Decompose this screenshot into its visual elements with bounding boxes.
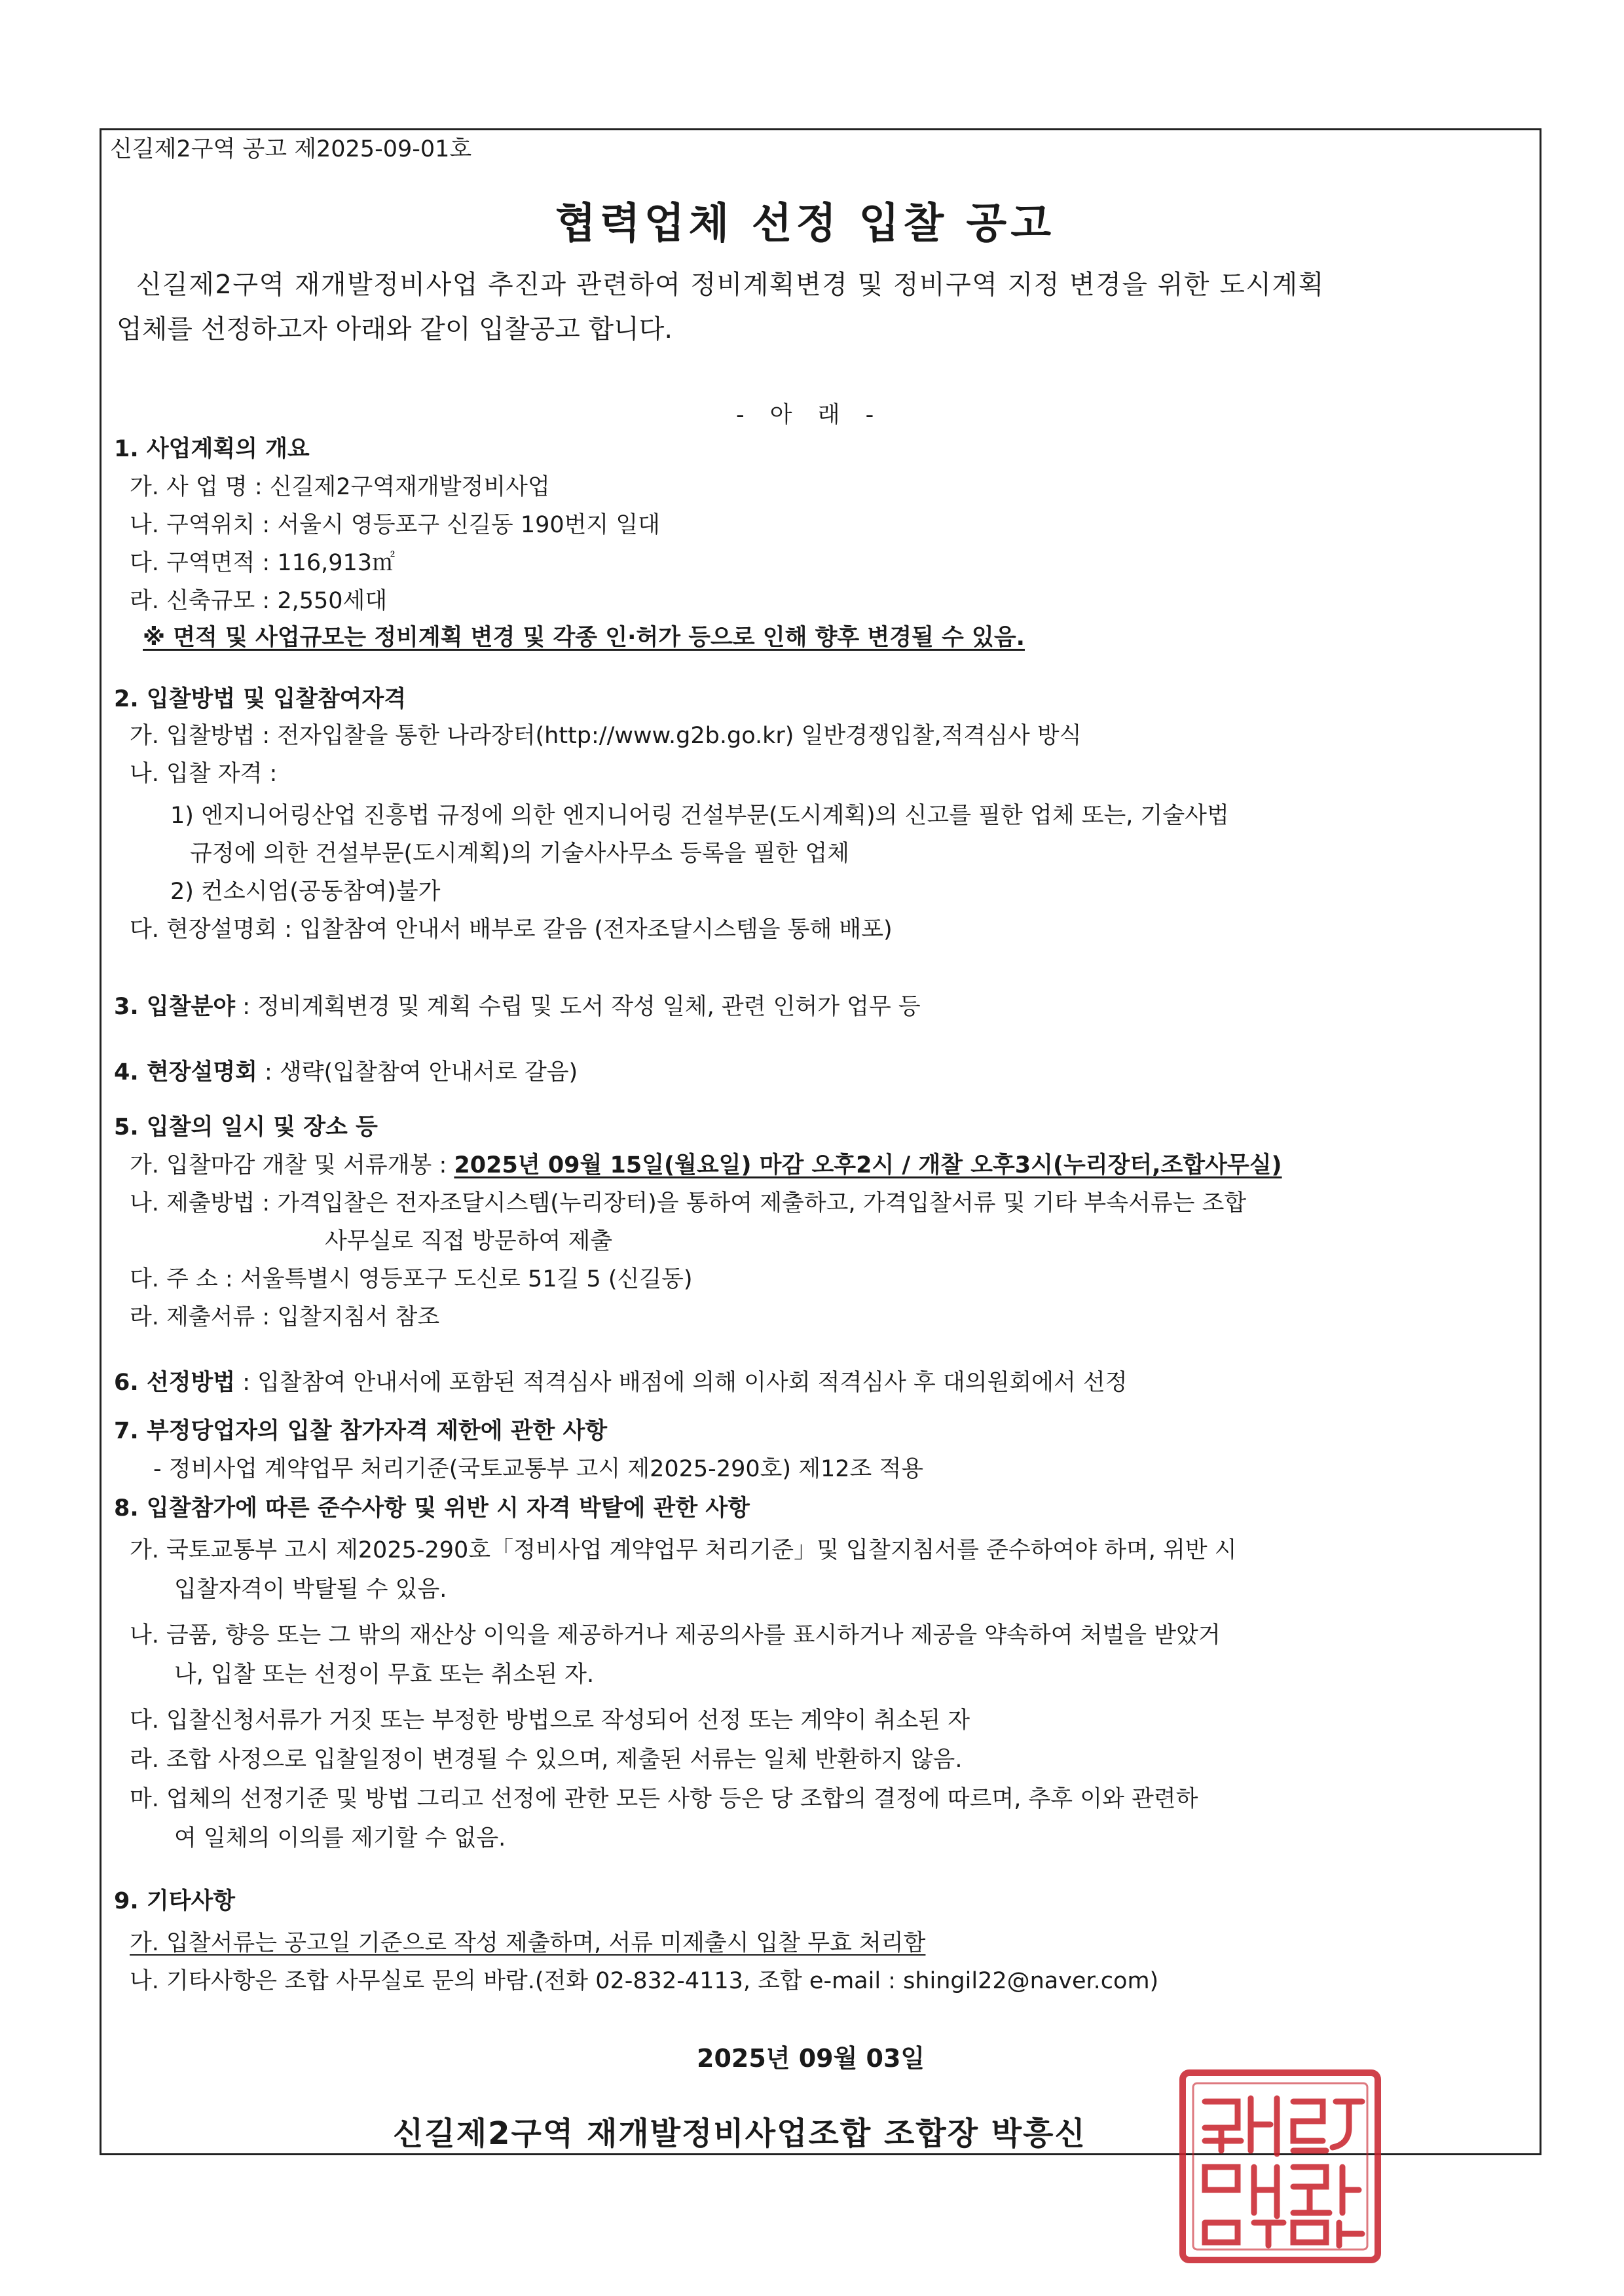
s8-item-na-line-2: 나, 입찰 또는 선정이 무효 또는 취소된 자.: [174, 1662, 595, 1688]
s1-note: ※ 면적 및 사업규모는 정비계획 변경 및 각종 인·허가 등으로 인해 향후 변경될 수 있음.: [143, 625, 1025, 651]
section-4-heading: 4. 현장설명회: [114, 1059, 257, 1085]
s8-item-ga-line-2: 입찰자격이 박탈될 수 있음.: [174, 1576, 447, 1603]
s9-item-na: 나. 기타사항은 조합 사무실로 문의 바람.(전화 02-832-4113, 조합 e-mail : shingil22@naver.com): [130, 1968, 1159, 1994]
section-3-body: : 정비계획변경 및 계획 수립 및 도서 작성 일체, 관련 인허가 업무 등: [235, 994, 921, 1020]
s1-scale: 라. 신축규모 : 2,550세대: [130, 588, 388, 614]
s9-item-ga: 가. 입찰서류는 공고일 기준으로 작성 제출하며, 서류 미제출시 입찰 무효 처리함: [130, 1930, 926, 1956]
s2-qualification-2: 2) 컨소시엄(공동참여)불가: [170, 879, 441, 905]
s2-qualification-1-line-2: 규정에 의한 건설부문(도시계획)의 기술사사무소 등록을 필한 업체: [190, 841, 849, 867]
section-5-heading: 5. 입찰의 일시 및 장소 등: [114, 1114, 378, 1140]
s2-method: 가. 입찰방법 : 전자입찰을 통한 나라장터(http://www.g2b.go.kr) 일반경쟁입찰,적격심사 방식: [130, 723, 1082, 749]
s5-deadline: [130, 1150, 1282, 1181]
section-6: [114, 1367, 1128, 1398]
s8-item-ma-line-1: 마. 업체의 선정기준 및 방법 그리고 선정에 관한 모든 사항 등은 당 조합의 결정에 따르며, 추후 이와 관련하: [130, 1786, 1198, 1812]
section-6-heading: 6. 선정방법: [114, 1370, 236, 1396]
s5-deadline-value: 2025년 09월 15일(월요일) 마감 오후2시 / 개찰 오후3시(누리장터,조합사무실): [454, 1152, 1282, 1178]
s5-deadline-label: 가. 입찰마감 개찰 및 서류개봉 :: [130, 1152, 454, 1178]
s5-submission-line-2: 사무실로 직접 방문하여 제출: [325, 1228, 613, 1254]
s2-qualification-label: 나. 입찰 자격 :: [130, 761, 278, 787]
intro-line-1: 신길제2구역 재개발정비사업 추진과 관련하여 정비계획변경 및 정비구역 지정 변경을 위한 도시계획: [136, 270, 1325, 300]
section-1-heading: 1. 사업계획의 개요: [114, 436, 310, 462]
section-2-heading: 2. 입찰방법 및 입찰참여자격: [114, 686, 407, 712]
s1-project-name: 가. 사 업 명 : 신길제2구역재개발정비사업: [130, 474, 550, 500]
s5-submission-line-1: 나. 제출방법 : 가격입찰은 전자조달시스템(누리장터)을 통하여 제출하고, 가격입찰서류 및 기타 부속서류는 조합: [130, 1190, 1247, 1216]
s2-qualification-1-line-1: 1) 엔지니어링산업 진흥법 규정에 의한 엔지니어링 건설부문(도시계획)의 신고를 필한 업체 또는, 기술사법: [170, 803, 1229, 829]
section-6-body: : 입찰참여 안내서에 포함된 적격심사 배점에 의해 이사회 적격심사 후 대의원회에서 선정: [235, 1370, 1128, 1396]
signature-line: 신길제2구역 재개발정비사업조합 조합장 박흥신: [393, 2115, 1086, 2152]
s8-item-ga-line-1: 가. 국토교통부 고시 제2025-290호「정비사업 계약업무 처리기준」및 입찰지침서를 준수하여야 하며, 위반 시: [130, 1537, 1237, 1563]
section-4: [114, 1057, 578, 1088]
s8-item-na-line-1: 나. 금품, 향응 또는 그 밖의 재산상 이익을 제공하거나 제공의사를 표시하거나 제공을 약속하여 처벌을 받았거: [130, 1622, 1221, 1649]
s5-address: 다. 주 소 : 서울특별시 영등포구 도신로 51길 5 (신길동): [130, 1266, 693, 1292]
s1-location: 나. 구역위치 : 서울시 영등포구 신길동 190번지 일대: [130, 512, 660, 538]
issue-date: 2025년 09월 03일: [697, 2044, 925, 2073]
s7-body: - 정비사업 계약업무 처리기준(국토교통부 고시 제2025-290호) 제12조 적용: [153, 1456, 924, 1482]
below-marker: - 아 래 -: [736, 402, 883, 428]
section-7-heading: 7. 부정당업자의 입찰 참가자격 제한에 관한 사항: [114, 1418, 608, 1444]
section-8-heading: 8. 입찰참가에 따른 준수사항 및 위반 시 자격 박탈에 관한 사항: [114, 1495, 750, 1522]
s8-item-da: 다. 입찰신청서류가 거짓 또는 부정한 방법으로 작성되어 선정 또는 계약이 취소된 자: [130, 1707, 970, 1734]
section-4-body: : 생략(입찰참여 안내서로 갈음): [257, 1059, 578, 1085]
notice-number: 신길제2구역 공고 제2025-09-01호: [110, 136, 472, 162]
s8-item-ma-line-2: 여 일체의 이의를 제기할 수 없음.: [174, 1825, 506, 1851]
s2-briefing: 다. 현장설명회 : 입찰참여 안내서 배부로 갈음 (전자조달시스템을 통해 배포): [130, 917, 893, 943]
document-title: 협력업체 선정 입찰 공고: [555, 200, 1056, 248]
s8-item-ra: 라. 조합 사정으로 입찰일정이 변경될 수 있으며, 제출된 서류는 일체 반환하지 않음.: [130, 1747, 963, 1773]
official-seal-stamp: [1179, 2069, 1382, 2264]
section-9-heading: 9. 기타사항: [114, 1888, 236, 1914]
s5-documents: 라. 제출서류 : 입찰지침서 참조: [130, 1304, 440, 1330]
section-3-heading: 3. 입찰분야: [114, 994, 236, 1020]
intro-line-2: 업체를 선정하고자 아래와 같이 입찰공고 합니다.: [117, 314, 673, 344]
section-3: [114, 991, 921, 1023]
s1-area: 다. 구역면적 : 116,913㎡: [130, 550, 396, 576]
